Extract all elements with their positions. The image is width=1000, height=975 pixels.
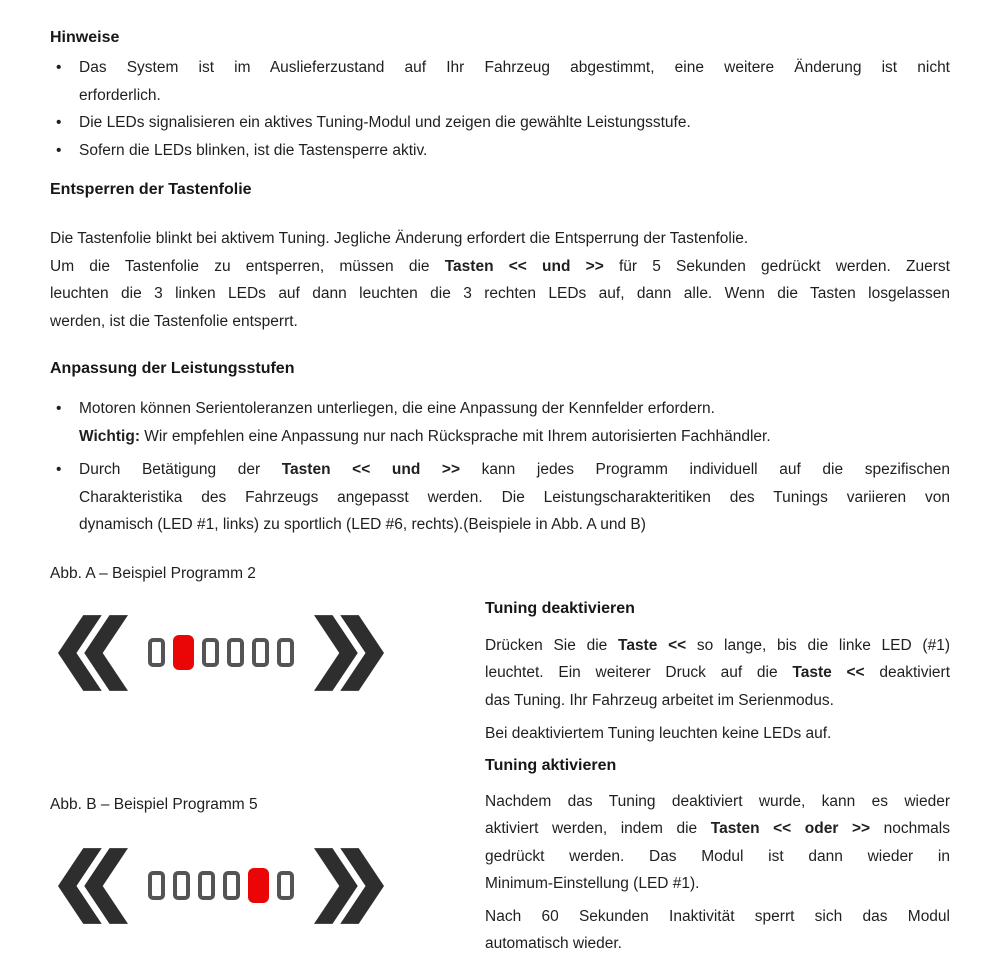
list-item bbox=[50, 137, 950, 165]
double-chevron-right-icon bbox=[314, 847, 384, 925]
bottom-two-column-area bbox=[50, 564, 950, 958]
text-segment: Charakteristika des Fahrzeugs angepasst werden. Die Leistungscharakteritiken des Tunings variieren von bbox=[79, 488, 950, 506]
list-item-text bbox=[79, 395, 950, 450]
text-segment: aktiviert werden, indem die bbox=[485, 820, 711, 837]
led-row bbox=[148, 868, 294, 903]
section-entsperren bbox=[50, 180, 950, 335]
aktivieren-paragraph-1 bbox=[485, 788, 950, 898]
text-line bbox=[485, 930, 950, 958]
text-line bbox=[485, 687, 950, 715]
text-segment: deaktiviert bbox=[864, 664, 950, 681]
text-segment: Minimum-Einstellung (LED #1). bbox=[485, 875, 700, 892]
list-item-text bbox=[79, 137, 950, 165]
text-line bbox=[485, 720, 950, 748]
deaktivieren-paragraph-2 bbox=[485, 720, 950, 748]
text-line bbox=[79, 137, 950, 165]
text-segment: Durch Betätigung der bbox=[79, 461, 282, 478]
text-line bbox=[50, 280, 950, 308]
text-segment: Nach 60 Sekunden Inaktivität sperrt sich das Modul bbox=[485, 907, 950, 925]
led-3 bbox=[202, 638, 219, 667]
aktivieren-paragraph-2 bbox=[485, 903, 950, 958]
bold-text-segment: Tasten << und >> bbox=[444, 257, 604, 275]
text-line bbox=[79, 395, 950, 423]
text-segment: leuchten die 3 linken LEDs auf dann leuchten die 3 rechten LEDs auf, dann alle. Wenn die Tasten losgelassen bbox=[50, 285, 950, 302]
figure-a-label: Abb. A – Beispiel Programm 2 bbox=[50, 564, 256, 582]
text-segment: für 5 Sekunden gedrückt werden. Zuerst bbox=[603, 257, 950, 275]
double-chevron-left-icon bbox=[58, 614, 128, 692]
figure-b-label: Abb. B – Beispiel Programm 5 bbox=[50, 795, 258, 813]
double-chevron-left-icon bbox=[58, 847, 128, 925]
list-item-text bbox=[79, 54, 950, 109]
section-heading-hinweise: Hinweise bbox=[50, 29, 120, 46]
bold-text-segment: Tasten << und >> bbox=[281, 461, 461, 478]
led-4 bbox=[223, 871, 240, 900]
text-line bbox=[79, 456, 950, 484]
text-line bbox=[79, 511, 950, 539]
text-line bbox=[50, 225, 950, 253]
text-line bbox=[485, 870, 950, 898]
list-item bbox=[50, 54, 950, 109]
section-anpassung bbox=[50, 359, 950, 539]
led-6 bbox=[277, 638, 294, 667]
led-4 bbox=[227, 638, 244, 667]
text-line bbox=[485, 659, 950, 687]
text-segment: Motoren können Serientoleranzen unterliegen, die eine Anpassung der Kennfelder erfordern. bbox=[79, 400, 715, 417]
figures-column bbox=[50, 564, 485, 958]
text-segment: automatisch wieder. bbox=[485, 935, 622, 952]
section-heading-anpassung: Anpassung der Leistungsstufen bbox=[50, 360, 295, 377]
text-line bbox=[485, 632, 950, 660]
text-line bbox=[485, 903, 950, 931]
list-item-text bbox=[79, 109, 950, 137]
led-1 bbox=[148, 638, 165, 667]
text-segment: erforderlich. bbox=[79, 86, 161, 104]
text-segment: Bei deaktiviertem Tuning leuchten keine LEDs auf. bbox=[485, 725, 832, 742]
text-line bbox=[79, 484, 950, 512]
text-line bbox=[50, 253, 950, 281]
figure-b-led-display bbox=[58, 847, 485, 925]
section-heading-tuning-deaktivieren: Tuning deaktivieren bbox=[485, 599, 635, 617]
text-segment: Nachdem das Tuning deaktiviert wurde, kann es wieder bbox=[485, 792, 950, 810]
text-segment: leuchtet. Ein weiterer Druck auf die bbox=[485, 664, 793, 681]
led-2-active bbox=[173, 635, 194, 670]
hinweise-list bbox=[50, 54, 950, 164]
text-line bbox=[485, 815, 950, 843]
text-line bbox=[50, 308, 950, 336]
led-2 bbox=[173, 871, 190, 900]
section-heading-entsperren: Entsperren der Tastenfolie bbox=[50, 181, 252, 198]
list-item bbox=[50, 456, 950, 539]
section-heading-tuning-aktivieren: Tuning aktivieren bbox=[485, 756, 617, 774]
bullet-marker: • bbox=[56, 400, 62, 417]
double-chevron-right-icon bbox=[314, 614, 384, 692]
list-item bbox=[50, 395, 950, 450]
text-segment: Drücken Sie die bbox=[485, 636, 618, 654]
text-segment: das Tuning. Ihr Fahrzeug arbeitet im Serienmodus. bbox=[485, 691, 834, 709]
bold-text-segment: Tasten << oder >> bbox=[710, 820, 871, 837]
text-segment: gedrückt werden. Das Modul ist dann wieder in bbox=[485, 847, 950, 865]
text-segment: dynamisch (LED #1, links) zu sportlich (LED #6, rechts).(Beispiele in Abb. A und B) bbox=[79, 516, 646, 533]
text-segment: so lange, bis die linke LED (#1) bbox=[686, 636, 950, 654]
anpassung-list bbox=[50, 395, 950, 539]
bold-text-segment: Taste << bbox=[618, 636, 687, 654]
section-hinweise bbox=[50, 28, 950, 164]
bullet-marker: • bbox=[56, 114, 62, 131]
text-segment: Die Tastenfolie blinkt bei aktivem Tuning. Jegliche Änderung erfordert die Entsperrung der Tastenfolie. bbox=[50, 230, 749, 247]
led-6 bbox=[277, 871, 294, 900]
led-5 bbox=[252, 638, 269, 667]
text-segment: Wir empfehlen eine Anpassung nur nach Rücksprache mit Ihrem autorisierten Fachhändler. bbox=[140, 427, 771, 445]
entsperren-paragraph bbox=[50, 225, 950, 335]
text-segment: Das System ist im Auslieferzustand auf Ihr Fahrzeug abgestimmt, eine weitere Änderung ist nicht bbox=[79, 59, 950, 76]
led-1 bbox=[148, 871, 165, 900]
list-item bbox=[50, 109, 950, 137]
text-segment: werden, ist die Tastenfolie entsperrt. bbox=[50, 312, 298, 330]
bold-text-segment: Taste << bbox=[792, 664, 865, 681]
text-segment: Um die Tastenfolie zu entsperren, müssen die bbox=[50, 257, 445, 275]
list-item-text bbox=[79, 456, 950, 539]
led-5-active bbox=[248, 868, 269, 903]
text-line bbox=[79, 109, 950, 137]
figure-a-led-display bbox=[58, 614, 485, 692]
text-line bbox=[79, 423, 950, 451]
text-line bbox=[79, 82, 950, 110]
led-3 bbox=[198, 871, 215, 900]
text-segment: kann jedes Programm individuell auf die spezifischen bbox=[460, 461, 950, 478]
text-line bbox=[485, 843, 950, 871]
text-segment: Die LEDs signalisieren ein aktives Tuning-Modul und zeigen die gewählte Leistungsstufe. bbox=[79, 114, 691, 131]
bullet-marker: • bbox=[56, 461, 62, 478]
text-segment: Sofern die LEDs blinken, ist die Tastensperre aktiv. bbox=[79, 141, 428, 159]
text-line bbox=[79, 54, 950, 82]
deaktivieren-paragraph-1 bbox=[485, 632, 950, 715]
tuning-text-column bbox=[485, 564, 950, 958]
bold-text-segment: Wichtig: bbox=[79, 427, 140, 445]
bullet-marker: • bbox=[56, 59, 62, 76]
text-segment: nochmals bbox=[870, 820, 950, 837]
bullet-marker: • bbox=[56, 141, 62, 159]
text-line bbox=[485, 788, 950, 816]
led-row bbox=[148, 635, 294, 670]
